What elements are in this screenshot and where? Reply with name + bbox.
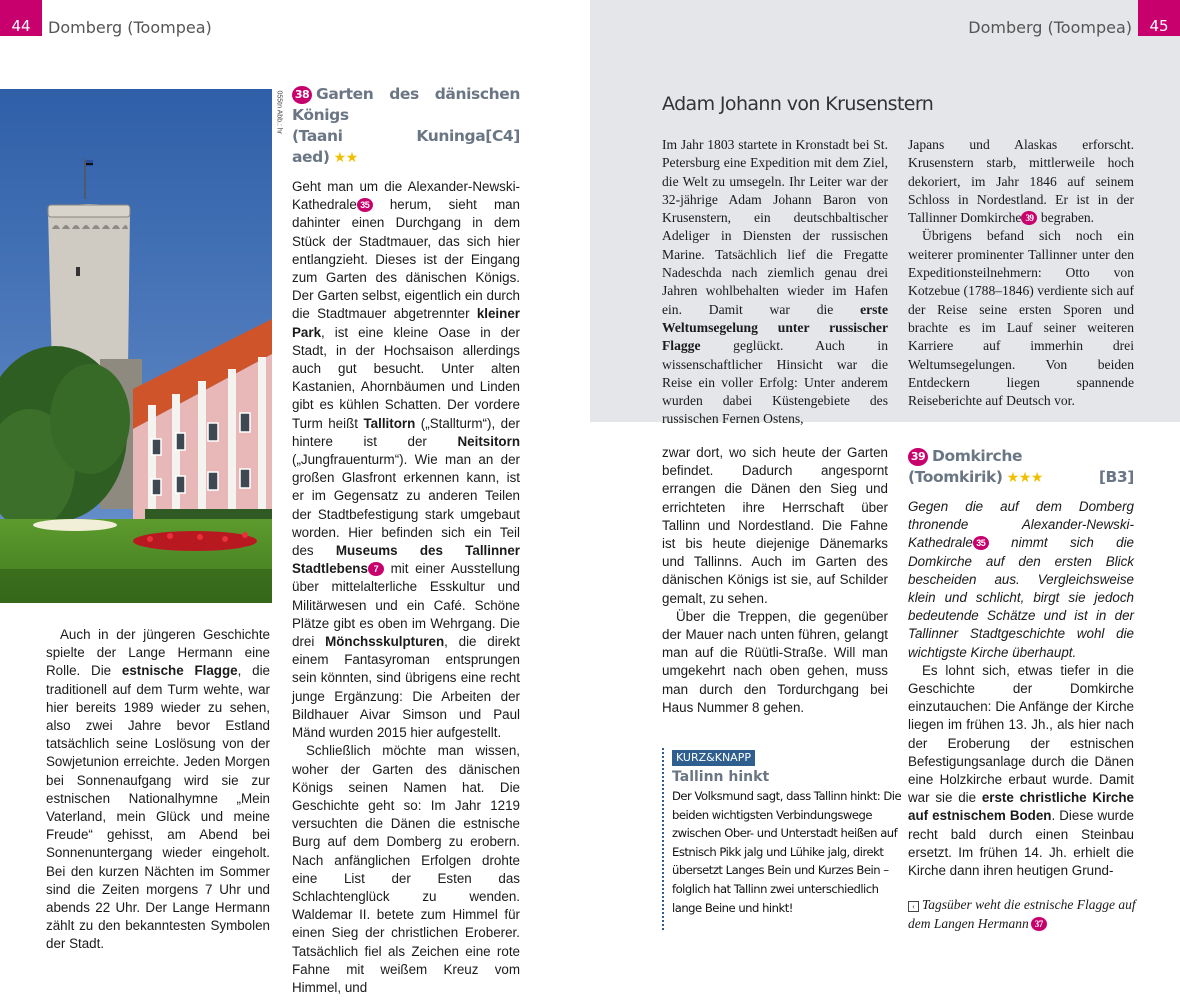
photo-credit: 055tn Abb.: hr [275, 90, 283, 135]
tower-photo-illustration [0, 89, 272, 603]
caption-text: Tagsüber weht die estnische Flagge auf dem Langen Hermann [908, 897, 1136, 931]
running-title-right: Domberg (Toompea) [968, 18, 1132, 37]
poi-39-column [908, 446, 1134, 880]
kurz-und-knapp-box [662, 748, 902, 930]
arrow-left-icon: ‹ [908, 901, 919, 912]
kurz-knapp-text: Der Volksmund sagt, dass Tallinn hinkt: Die beiden wichtigsten Verbindungswege zwischen Ober- und Unterstadt heißen auf Estnisch Pikk jalg und Lühike jalg, direkt übersetzt Langes Bein und Kurzes Bein – folglich hat Tallinn zwei unterschiedlich lange Beine und hinkt! [672, 789, 902, 915]
poi-39-paragraph-2: Es lohnt sich, etwas tiefer in die Geschichte der Domkirche einzutauchen: Die Anfänge der Kirche liegen im frühen 13. Jh., als hier nach der Eroberung der estnischen Befestigungsanlage durch die Dänen eine Holzkirche erbaut wurde. Damit war sie die erste christliche Kirche auf estnischem Boden. Diese wurde recht bald durch einen Steinbau ersetzt. Im frühen 14. Jh. erhielt die Kirche dann ihren heutigen Grund- [908, 662, 1134, 879]
continued-column [662, 444, 888, 717]
poi-reference-badge: 39 [1021, 211, 1037, 225]
poi-38-paragraph-1: Geht man um die Alexander-Newski-Kathedrale 35 herum, sieht man dahinter einen Durchgang in dem Stück der Stadtmauer, das sich hier entlangzieht. Dieses ist der Eingang zum Garten des dänischen Königs. Der Garten selbst, eigentlich ein durch die Stadtmauer abgetrennter kleiner Park, ist eine kleine Oase in der Stadt, in der Hochsaison allerdings auch gut besucht. Unter alten Kastanien, Ahornbäumen und Linden gibt es kühlen Schatten. Der vordere Turm heißt Tallitorn („Stallturm“), der hintere ist der Neitsitorn („Jungfrauenturm“). Wie man an der großen Glasfront erkennen kann, ist er im Gegensatz zu anderen Teilen der Stadtbefestigung stark umgebaut worden. Hier befinden sich ein Teil des Museums des Tallinner Stadtlebens 7 mit einer Ausstellung über mittelalterliche Esskultur und Militärwesen und ein Café. Schöne Plätze gibt es oben im Wehrgang. Die drei Mönchsskulpturen, die direkt einem Fantasyroman entsprungen sein könnten, sind übrigens eine recht junge Ergänzung: Die Arbeiten der Bildhauer Aivar Simson und Paul Mänd wurden 2015 hier aufgestellt. [292, 179, 520, 741]
poi-title: Garten des dänischen Königs [292, 85, 520, 124]
poi-number-badge: 38 [292, 86, 312, 104]
poi-39-intro: Gegen die auf dem Domberg thronende Alexander-Newski-Kathedrale 35 nimmt sich die Domkirche auf den ersten Blick bescheiden aus. Vergleichsweise klein und schlicht, birgt sie jedoch bedeutende Schätze und ist in der Tallinner Stadtgeschichte wohl die wichtigste Kirche überhaupt. [908, 499, 1134, 660]
poi-subtitle: (Toomkirik) [908, 468, 1003, 486]
info-box-paragraph: Japans und Alaskas erforscht. Krusenstern starb, mittlerweile hoch dekoriert, im Jahr 1846 auf seinem Schloss in Nordestland. Er ist in der Tallinner Domkirche 39 begraben. [908, 137, 1134, 226]
lange-hermann-paragraph: Auch in der jüngeren Geschichte spielte der Lange Hermann eine Rolle. Die estnische Flagge, die traditionell auf dem Turm wehte, war hier bereits 1989 wieder zu sehen, also zwei Jahre bevor Estland tatsächlich seine Loslösung von der Sowjetunion erreichte. Jeden Morgen bei Sonnenaufgang wird sie zur estnischen Nationalhymne „Mein Vaterland, mein Glück und meine Freude“ gehisst, am Abend bei Sonnenuntergang wieder eingeholt. Bei den kurzen Nächten im Sommer sind die Zeiten morgens 7 Uhr und abends 22 Uhr. Der Lange Hermann zählt zu den bekanntesten Symbolen der Stadt. [46, 627, 270, 952]
photo-caption [908, 896, 1138, 933]
info-box-title: Adam Johann von Krusenstern [662, 93, 934, 115]
running-title-left: Domberg (Toompea) [48, 18, 212, 37]
poi-reference-badge: 35 [973, 536, 989, 550]
poi-reference-badge: 35 [357, 198, 373, 212]
kurz-knapp-badge: KURZ&KNAPP [672, 750, 755, 766]
map-grid-ref: [B3] [1098, 468, 1134, 486]
photo-lange-hermann [0, 89, 272, 603]
page-number-left: 44 [0, 0, 42, 36]
poi-reference-badge: 37 [1031, 917, 1047, 931]
continued-paragraph-2: Über die Treppen, die gegenüber der Mauer nach unten führen, gelangt man auf die Rüütli-Straße. Will man umgekehrt nach oben gehen, muss man durch den Tordurchgang bei Haus Nummer 8 gehen. [662, 608, 888, 715]
poi-38-column [292, 84, 520, 997]
poi-title: Domkirche [932, 447, 1023, 465]
poi-subtitle: (Taani Kuninga aed) [292, 127, 486, 166]
poi-38-heading [292, 84, 520, 169]
continued-paragraph-1: zwar dort, wo sich heute der Garten befindet. Dadurch angespornt errangen die Dänen den Sieg und errichteten ihre Herrschaft über Tallinn und Nordestland. Die Fahne ist bis heute diejenige Dänemarks und Tallinns. Auch im Garten des dänischen Königs ist sie, auf Schilder gemalt, zu sehen. [662, 445, 888, 606]
star-rating-icon: ★★ [333, 150, 358, 166]
poi-39-heading [908, 446, 1134, 489]
poi-38-paragraph-2: Schließlich möchte man wissen, woher der Garten des dänischen Königs seinen Namen hat. Die Geschichte geht so: Im Jahr 1219 versuchten die Dänen die estnische Burg auf dem Domberg zu erobern. Nach anfänglichen Erfolgen drohte eine List der Esten das Schlachtenglück zu wenden. Waldemar II. betete zum Himmel für einen Sieg der christlichen Eroberer. Tatsächlich fiel als Zeichen eine rote Fahne mit weißem Kreuz vom Himmel, und [292, 743, 520, 995]
map-grid-ref: [C4] [485, 127, 520, 145]
poi-number-badge: 39 [908, 448, 928, 466]
star-rating-icon: ★★★ [1006, 470, 1044, 486]
info-box-paragraph: Im Jahr 1803 startete in Kronstadt bei St. Petersburg eine Expedition mit dem Ziel, die Welt zu umsegeln. Ihr Leiter war der 32-jährige Adam Johann Baron von Krusenstern, ein deutschbaltischer Adeliger in Diensten der russischen Marine. Tatsächlich lief die Fregatte Nadeschda nach ziemlich genau drei Jahren wohlbehalten wieder im Hafen ein. Damit war die erste Weltumsegelung unter russischer Flagge geglückt. Auch in wissenschaftlicher Hinsicht war die Reise ein voller Erfolg: Unter anderem wurden dabei Küstengebiete des russischen Fernen Ostens, [662, 137, 888, 427]
info-box-column-1 [662, 136, 888, 429]
poi-reference-badge: 7 [368, 562, 384, 576]
lange-hermann-column [46, 626, 270, 954]
info-box-strip [1138, 36, 1180, 422]
info-box-paragraph: Übrigens befand sich noch ein weiterer prominenter Tallinner unter den Expeditionsteilnehmern: Otto von Kotzebue (1788–1846) verdiente sich auf der Reise seine ersten Sporen und brachte es im Lauf seiner weiteren Karriere auf immerhin drei Weltumsegelungen. Von beiden Entdeckern liegen spannende Reiseberichte auf Deutsch vor. [908, 228, 1134, 409]
kurz-knapp-title: Tallinn hinkt [672, 769, 770, 785]
info-box-column-2 [908, 136, 1134, 410]
page-number-right: 45 [1138, 0, 1180, 36]
